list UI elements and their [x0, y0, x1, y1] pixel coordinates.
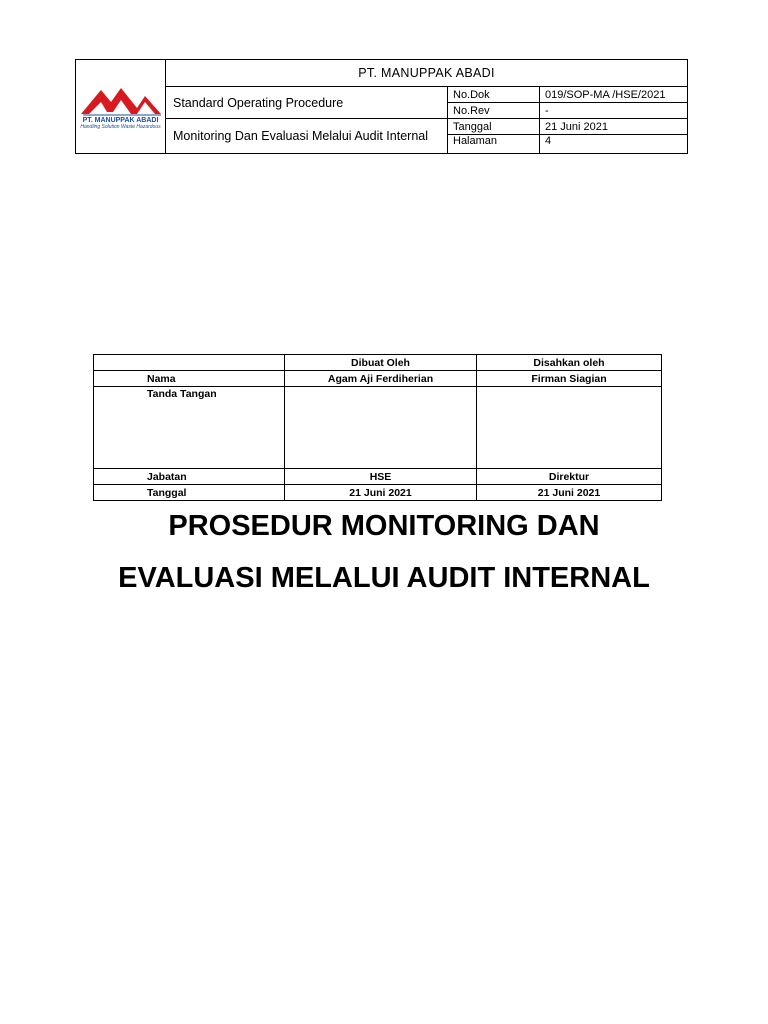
meta-label-tanggal: Tanggal — [448, 119, 540, 135]
row-label: Tanda Tangan — [94, 387, 285, 469]
meta-label-no-rev: No.Rev — [448, 103, 540, 119]
company-name: PT. MANUPPAK ABADI — [166, 60, 688, 87]
meta-label-halaman: Halaman — [448, 135, 540, 154]
made-by-date: 21 Juni 2021 — [285, 485, 477, 501]
company-logo — [79, 82, 163, 130]
meta-value-no-dok: 019/SOP-MA /HSE/2021 — [540, 87, 688, 103]
approved-by-name: Firman Siagian — [477, 371, 662, 387]
title-line-2: EVALUASI MELALUI AUDIT INTERNAL — [118, 562, 650, 594]
document-main-title — [0, 500, 768, 604]
made-by-signature-box — [285, 387, 477, 469]
roof-logo-icon — [79, 82, 163, 116]
doc-title-cell: Monitoring Dan Evaluasi Melalui Audit Internal — [166, 119, 448, 154]
logo-cell — [76, 60, 166, 154]
approved-by-position: Direktur — [477, 469, 662, 485]
approved-by-date: 21 Juni 2021 — [477, 485, 662, 501]
approval-header-blank — [94, 355, 285, 371]
approval-row-signature — [94, 387, 662, 469]
made-by-position: HSE — [285, 469, 477, 485]
meta-label-no-dok: No.Dok — [448, 87, 540, 103]
meta-value-tanggal: 21 Juni 2021 — [540, 119, 688, 135]
document-header — [75, 59, 688, 154]
logo-tagline: Handling Solution Waste Hazardous — [80, 124, 161, 130]
approval-col-approved: Disahkan oleh — [477, 355, 662, 371]
row-label: Nama — [94, 371, 285, 387]
meta-value-halaman: 4 — [540, 135, 688, 154]
approval-header-row — [94, 355, 662, 371]
approval-row-tanggal — [94, 485, 662, 501]
row-label: Tanggal — [94, 485, 285, 501]
approval-table — [93, 354, 662, 501]
logo-company-name: PT. MANUPPAK ABADI — [82, 117, 159, 124]
doc-type: Standard Operating Procedure — [166, 87, 448, 119]
approval-row-jabatan — [94, 469, 662, 485]
approved-by-signature-box — [477, 387, 662, 469]
meta-value-no-rev: - — [540, 103, 688, 119]
title-line-1: PROSEDUR MONITORING DAN — [168, 510, 600, 542]
approval-col-made: Dibuat Oleh — [285, 355, 477, 371]
approval-row-nama — [94, 371, 662, 387]
made-by-name: Agam Aji Ferdiherian — [285, 371, 477, 387]
row-label: Jabatan — [94, 469, 285, 485]
